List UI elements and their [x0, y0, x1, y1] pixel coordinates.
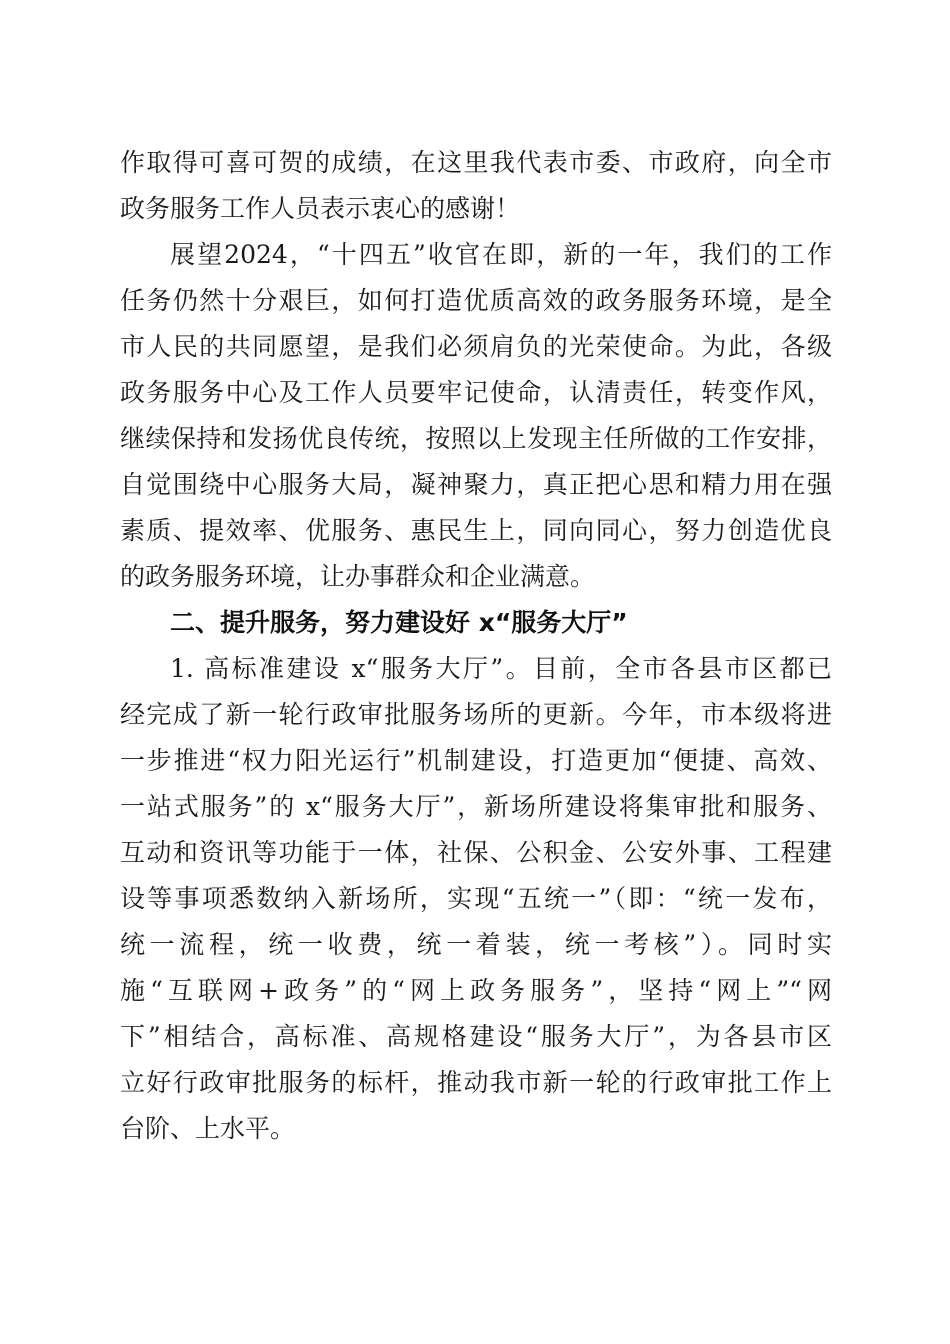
- paragraph-2-line-2: 任务仍然十分艰巨，如何打造优质高效的政务服务环境，是全: [120, 286, 832, 315]
- paragraph-2-line-5: 继续保持和发扬优良传统，按照以上发现主任所做的工作安排，: [120, 424, 832, 453]
- paragraph-3-line-10: 立好行政审批服务的标杆，推动我市新一轮的行政审批工作上: [120, 1068, 832, 1097]
- paragraph-3-line-2: 经完成了新一轮行政审批服务场所的更新。今年，市本级将进: [120, 700, 832, 729]
- paragraph-2-line-6: 自觉围绕中心服务大局，凝神聚力，真正把心思和精力用在强: [120, 470, 832, 499]
- paragraph-3-line-6: 设等事项悉数纳入新场所，实现“五统一”（即：“统一发布，: [120, 884, 832, 913]
- paragraph-2-line-7: 素质、提效率、优服务、惠民生上，同向同心，努力创造优良: [120, 516, 832, 545]
- paragraph-2-line-8: 的政务服务环境，让办事群众和企业满意。: [120, 562, 596, 591]
- paragraph-3-line-9: 下”相结合，高标准、高规格建设“服务大厅”，为各县市区: [120, 1022, 832, 1051]
- paragraph-3-line-5: 互动和资讯等功能于一体，社保、公积金、公安外事、工程建: [120, 838, 832, 867]
- paragraph-3-line-11: 台阶、上水平。: [120, 1114, 296, 1143]
- paragraph-2-line-3: 市人民的共同愿望，是我们必须肩负的光荣使命。为此，各级: [120, 332, 832, 361]
- section-heading: 二、提升服务，努力建设好 x“服务大厅”: [170, 608, 628, 637]
- paragraph-3-line-1: 1. 高标准建设 x“服务大厅”。目前，全市各县市区都已: [170, 654, 832, 683]
- paragraph-1-line-1: 作取得可喜可贺的成绩，在这里我代表市委、市政府，向全市: [120, 148, 832, 177]
- paragraph-2-line-1: 展望2024，“十四五”收官在即，新的一年，我们的工作: [170, 240, 832, 269]
- paragraph-3-line-8: 施“互联网+政务”的“网上政务服务”，坚持“网上”“网: [120, 976, 832, 1005]
- paragraph-3-line-3: 一步推进“权力阳光运行”机制建设，打造更加“便捷、高效、: [120, 746, 832, 775]
- paragraph-3-line-7: 统一流程，统一收费，统一着装，统一考核”）。同时实: [120, 930, 832, 959]
- paragraph-1-line-2: 政务服务工作人员表示衷心的感谢！: [120, 194, 521, 223]
- paragraph-3-line-4: 一站式服务”的 x“服务大厅”，新场所建设将集审批和服务、: [120, 792, 832, 821]
- paragraph-2-line-4: 政务服务中心及工作人员要牢记使命，认清责任，转变作风，: [120, 378, 832, 407]
